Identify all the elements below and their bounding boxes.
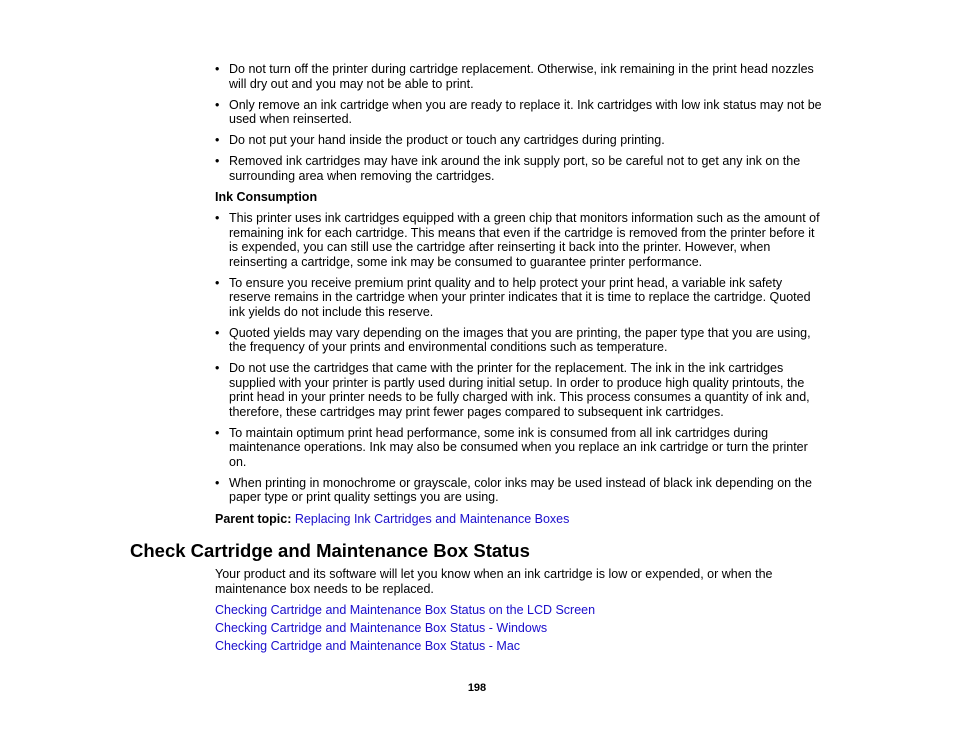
bullet-icon: • [215, 325, 220, 340]
bullet-icon: • [215, 211, 220, 225]
list-item [215, 154, 825, 183]
list-item-text: Do not put your hand inside the product or touch any cartridges during printing. [229, 133, 665, 147]
mac-status-link[interactable]: Checking Cartridge and Maintenance Box Status - Mac [215, 639, 521, 653]
parent-topic-link[interactable]: Replacing Ink Cartridges and Maintenance Boxes [294, 512, 570, 526]
lcd-status-link[interactable]: Checking Cartridge and Maintenance Box Status on the LCD Screen [215, 603, 596, 617]
list-item-text: To ensure you receive premium print quality and to help protect your print head, a variable ink safety reserve remains in the cartridge when your printer indicates that it is time to replace the cartridge. Quoted ink yields do not include this reserve. [229, 275, 811, 319]
bullet-icon: • [215, 62, 220, 76]
windows-status-link[interactable]: Checking Cartridge and Maintenance Box Status - Windows [215, 621, 548, 635]
ink-consumption-list [215, 211, 825, 511]
list-item-text: Only remove an ink cartridge when you are ready to replace it. Ink cartridges with low ink status may not be used when reinserted. [229, 97, 822, 126]
list-item-text: Do not use the cartridges that came with the printer for the replacement. The ink in the ink cartridges supplied with your printer is partly used during initial setup. In order to produce high quality printouts, the print head in your printer needs to be fully charged with ink. This process consumes a quantity of ink and, therefore, these cartridges may print fewer pages compared to subsequent ink cartridges. [229, 361, 810, 419]
bullet-icon: • [215, 133, 220, 147]
bullet-icon: • [215, 154, 220, 168]
section-title: Check Cartridge and Maintenance Box Status [130, 540, 530, 561]
bullet-icon: • [215, 275, 220, 290]
bullet-icon: • [215, 475, 220, 490]
page-number: 198 [467, 682, 487, 694]
list-item-text: Removed ink cartridges may have ink around the ink supply port, so be careful not to get any ink on the surrounding area when removing the cartridges. [229, 154, 801, 183]
list-item [215, 426, 825, 470]
bullet-icon: • [215, 361, 220, 375]
list-item [215, 326, 825, 355]
list-item [215, 133, 825, 148]
list-item [215, 276, 825, 320]
list-item [215, 211, 825, 269]
parent-topic [215, 512, 569, 527]
list-item-text: When printing in monochrome or grayscale, color inks may be used instead of black ink depending on the paper type or print quality settings you are using. [229, 475, 812, 504]
ink-consumption-heading: Ink Consumption [215, 190, 318, 204]
bullet-icon: • [215, 97, 220, 112]
list-item [215, 98, 825, 127]
list-item [215, 62, 825, 91]
cartridge-warnings-list [215, 62, 825, 190]
list-item-text: Quoted yields may vary depending on the images that you are printing, the paper type that you are using, the frequency of your prints and environmental conditions such as temperature. [229, 325, 811, 354]
list-item [215, 361, 825, 419]
list-item [215, 476, 825, 505]
list-item-text: Do not turn off the printer during cartridge replacement. Otherwise, ink remaining in the print head nozzles will dry out and you may not be able to print. [229, 62, 814, 91]
section-intro: Your product and its software will let you know when an ink cartridge is low or expended, or when the maintenance box needs to be replaced. [215, 567, 773, 596]
parent-topic-label: Parent topic: [215, 512, 292, 526]
list-item-text: To maintain optimum print head performance, some ink is consumed from all ink cartridges during maintenance operations. Ink may also be consumed when you replace an ink cartridge or turn the printer on. [229, 425, 808, 469]
list-item-text: This printer uses ink cartridges equipped with a green chip that monitors information such as the amount of remaining ink for each cartridge. This means that even if the cartridge is removed from the printer before it is expended, you can still use the cartridge after reinserting it back into the printer. However, when reinserting a cartridge, some ink may be consumed to guarantee printer performance. [229, 211, 820, 269]
bullet-icon: • [215, 425, 220, 440]
